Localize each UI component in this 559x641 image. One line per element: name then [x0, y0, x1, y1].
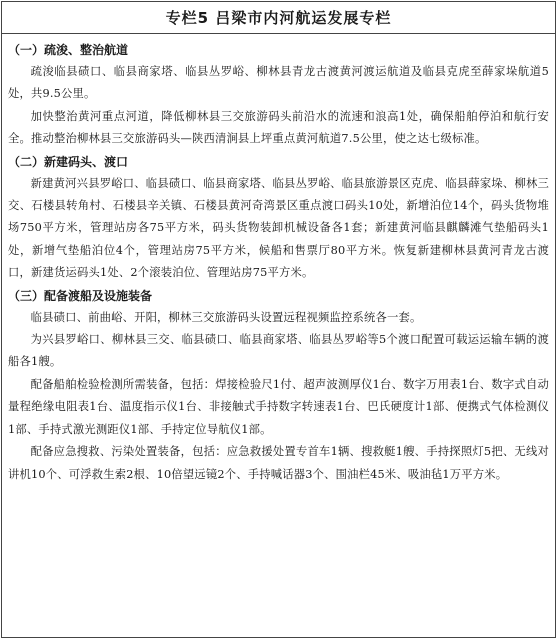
paragraph: 临县碛口、前曲峪、开阳，柳林三交旅游码头设置远程视频监控系统各一套。 [30, 310, 422, 324]
paragraph: 配备应急搜救、污染处置装备，包括：应急救援处置专首车1辆、搜救艇1艘、手持探照灯5把、无线对讲机10个、可浮救生索2根、10倍望远镜2个、手持喊话器3个、围油栏45米、吸油毡1万平方米。 [8, 445, 549, 481]
paragraph: 新建黄河兴县罗峪口、临县碛口、临县商家塔、临县丛罗峪、临县旅游景区克虎、临县薛家垛、柳林三交、石楼县转角村、石楼县辛关镇、石楼县黄河奇湾景区重点渡口码头10处，新增泊位14个，码头货物堆场750平方米，管理站房各75平方米，码头货物装卸机械设备各1套；新建黄河临县麒麟滩气垫船码头1处，新增气垫船泊位4个，管理站房75平方米，候船和售票厅80平方米。恢复新建柳林县黄河青龙古渡口，新建货运码头1处、2个滚装泊位、管理站房75平方米。 [8, 176, 549, 280]
section-heading-docks: （二）新建码头、渡口 [8, 154, 129, 169]
section-heading-equipment: （三）配备渡船及设施装备 [8, 288, 153, 303]
box-content [2, 34, 555, 486]
box-title: 专栏5 吕梁市内河航运发展专栏 [2, 2, 555, 34]
paragraph: 配备船舶检验检测所需装备，包括：焊接检验尺1付、超声波测厚仪1台、数字万用表1台、数字式自动量程绝缘电阻表1台、温度指示仪1台、非接触式手持数字转速表1台、巴氏硬度计1部、便携式气体检测仪1部、手持式激光测距仪1部、手持定位导航仪1部。 [8, 377, 549, 436]
paragraph: 为兴县罗峪口、柳林县三交、临县碛口、临县商家塔、临县丛罗峪等5个渡口配置可载运运输车辆的渡船各1艘。 [8, 333, 549, 369]
paragraph: 加快整治黄河重点河道，降低柳林县三交旅游码头前沿水的流速和浪高1处，确保船舶停泊和航行安全。推动整治柳林县三交旅游码头—陕西清涧县上坪重点黄河航道7.5公里，使之达七级标准。 [8, 109, 549, 146]
section-heading-dredging: （一）疏浚、整治航道 [8, 43, 129, 57]
feature-box [1, 1, 556, 638]
paragraph: 疏浚临县碛口、临县商家塔、临县丛罗峪、柳林县青龙古渡黄河渡运航道及临县克虎至薛家垛航道5处，共9.5公里。 [8, 65, 549, 101]
